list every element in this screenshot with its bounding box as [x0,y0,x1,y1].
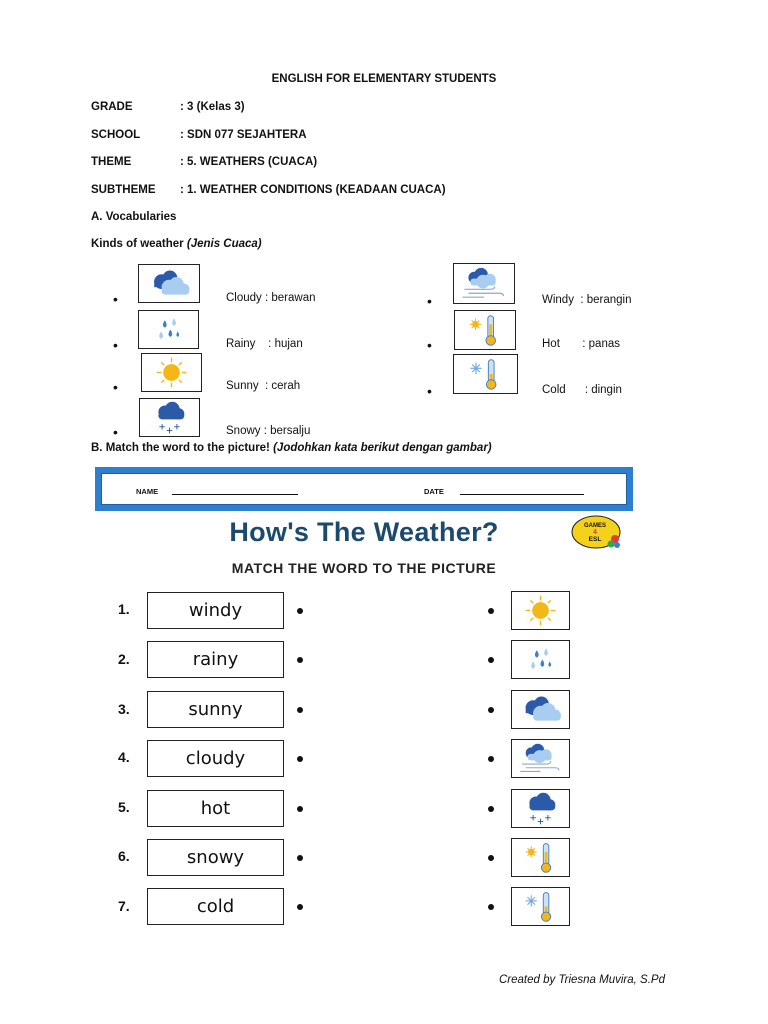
theme-value: : 5. WEATHERS (CUACA) [180,156,318,168]
vocab-sunny: Sunny : cerah [226,380,301,392]
cloud-icon [138,264,200,303]
bullet: • [113,291,118,307]
rain-icon [138,310,199,349]
section-b-italic: (Jodohkan kata berikut dengan gambar) [273,442,492,454]
games4esl-logo [571,515,621,549]
name-label: NAME [136,487,159,496]
wind-icon [453,263,515,304]
item-number: 4. [118,749,130,765]
word-dot[interactable] [297,756,303,762]
bullet: • [113,379,118,395]
item-number: 3. [118,701,130,717]
section-b-heading [91,442,492,454]
kinds-heading-text: Kinds of weather [91,238,187,250]
vocab-rainy: Rainy : hujan [226,338,303,350]
name-date-banner [95,467,633,511]
hot-thermometer-icon[interactable] [511,838,570,877]
word-dot[interactable] [297,608,303,614]
worksheet-subheading: MATCH THE WORD TO THE PICTURE [231,560,497,576]
kinds-heading-italic: (Jenis Cuaca) [186,238,262,250]
section-b-text: B. Match the word to the picture! [91,442,274,454]
word-box-sunny[interactable]: sunny [147,691,284,728]
name-date-panel [101,473,627,505]
word-dot[interactable] [297,904,303,910]
bullet: • [427,383,432,399]
word-box-windy[interactable]: windy [147,592,284,629]
hot-thermometer-icon [454,310,516,350]
word-dot[interactable] [297,806,303,812]
picture-dot[interactable] [488,756,494,762]
school-value: : SDN 077 SEJAHTERA [180,129,307,141]
school-label: SCHOOL [91,129,141,141]
picture-dot[interactable] [488,806,494,812]
word-box-snowy[interactable]: snowy [147,839,284,876]
rain-icon[interactable] [511,640,570,679]
sun-icon[interactable] [511,591,570,630]
word-box-cold[interactable]: cold [147,888,284,925]
bullet: • [113,424,118,440]
snow-cloud-icon[interactable] [511,789,570,828]
bullet: • [427,337,432,353]
page-title: ENGLISH FOR ELEMENTARY STUDENTS [271,73,497,85]
badge-mid-text: 4 [593,529,597,536]
picture-dot[interactable] [488,904,494,910]
item-number: 5. [118,799,130,815]
picture-dot[interactable] [488,707,494,713]
vocab-hot: Hot : panas [542,338,620,350]
item-number: 6. [118,848,130,864]
vocab-snowy: Snowy : bersalju [226,425,311,437]
item-number: 7. [118,898,130,914]
worksheet-heading: How's The Weather? [229,517,499,547]
badge-bottom-text: ESL [588,536,602,543]
grade-label: GRADE [91,101,133,113]
vocab-cloudy: Cloudy : berawan [226,292,316,304]
vocab-windy: Windy : berangin [542,294,632,306]
cloud-icon[interactable] [511,690,570,729]
word-dot[interactable] [297,657,303,663]
subtheme-label: SUBTHEME [91,184,156,196]
cold-thermometer-icon [453,354,518,394]
picture-dot[interactable] [488,608,494,614]
sun-icon [141,353,202,392]
word-box-cloudy[interactable]: cloudy [147,740,284,777]
word-dot[interactable] [297,855,303,861]
snow-cloud-icon [139,398,200,437]
name-line[interactable] [172,494,298,495]
bullet: • [113,337,118,353]
picture-dot[interactable] [488,657,494,663]
word-dot[interactable] [297,707,303,713]
author-credit: Created by Triesna Muvira, S.Pd [499,974,665,986]
item-number: 2. [118,651,130,667]
section-a-heading: A. Vocabularies [91,211,177,223]
kinds-heading [91,238,262,250]
cold-thermometer-icon[interactable] [511,887,570,926]
theme-label: THEME [91,156,132,168]
subtheme-value: : 1. WEATHER CONDITIONS (KEADAAN CUACA) [180,184,446,196]
vocab-cold: Cold : dingin [542,384,622,396]
bullet: • [427,293,432,309]
picture-dot[interactable] [488,855,494,861]
word-box-hot[interactable]: hot [147,790,284,827]
wind-icon[interactable] [511,739,570,778]
badge-top-text: GAMES [583,523,607,529]
date-label: DATE [424,487,444,496]
item-number: 1. [118,601,130,617]
word-box-rainy[interactable]: rainy [147,641,284,678]
date-line[interactable] [460,494,584,495]
grade-value: : 3 (Kelas 3) [180,101,245,113]
